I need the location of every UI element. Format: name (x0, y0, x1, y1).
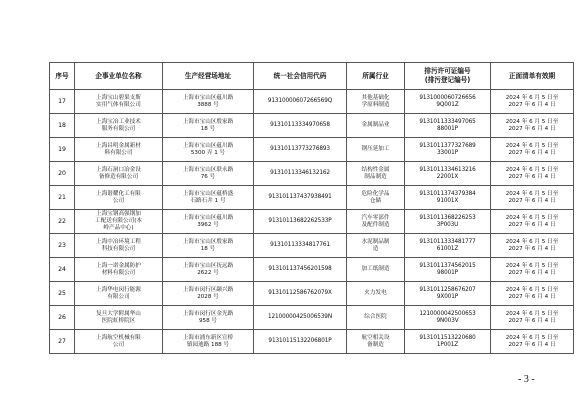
address-cell: 上海市宝山区蕴桥盛 石路石井 1 号 (163, 186, 254, 210)
header-cell: 所属行业 (347, 63, 405, 90)
table-row (50, 162, 574, 186)
address-cell: 上海市宝山区抚远路 2622 号 (163, 258, 254, 282)
credit-code-cell: 913101137437938491 (254, 186, 347, 210)
table-row (50, 210, 574, 234)
address-cell: 上海市闵行区金光路 958 号 (163, 306, 254, 330)
credit-code-cell: 91310113334817761 (254, 234, 347, 258)
table-row (50, 186, 574, 210)
validity-cell: 2024 年 6 月 5 日至 2027 年 6 月 4 日 (491, 114, 574, 138)
table-row (50, 138, 574, 162)
table-row (50, 258, 574, 282)
company-name-cell: 上海宝钢高强钢加 工配送有限公司(本 岭产品中心) (75, 210, 163, 234)
serial-number-cell: 19 (50, 138, 75, 162)
validity-cell: 2024 年 6 月 5 日至 2027 年 6 月 4 日 (491, 138, 574, 162)
permit-number-cell: 1210000042500653 9N003V (405, 306, 491, 330)
permit-number-cell: 9131011513220680 1P001Z (405, 330, 491, 354)
table-row (50, 282, 574, 306)
credit-code-cell: 91310113682262533P (254, 210, 347, 234)
permit-number-cell: 9131011334613216 22001X (405, 162, 491, 186)
header-cell: 排污许可证编号 (排污登记编号) (405, 63, 491, 90)
validity-cell: 2024 年 6 月 5 日至 2027 年 6 月 4 日 (491, 282, 574, 306)
validity-cell: 2024 年 6 月 5 日至 2027 年 6 月 4 日 (491, 330, 574, 354)
address-cell: 上海市宝山区殷家路 18 号 (163, 114, 254, 138)
permit-list-table (49, 62, 574, 354)
header-cell: 统一社会信用代码 (254, 63, 347, 90)
permit-number-cell: 9131011333497065 88001P (405, 114, 491, 138)
permit-number-cell: 9131011374379384 91001X (405, 186, 491, 210)
table-row (50, 234, 574, 258)
company-name-cell: 上海昌明金属新材 料有限公司 (75, 138, 163, 162)
validity-cell: 2024 年 6 月 5 日至 2027 年 6 月 4 日 (491, 234, 574, 258)
industry-cell: 火力发电 (347, 282, 405, 306)
permit-number-cell: 9131011377327689 33001P (405, 138, 491, 162)
credit-code-cell: 91310113346132162 (254, 162, 347, 186)
serial-number-cell: 25 (50, 282, 75, 306)
company-name-cell: 上海宝冶工业技术 服务有限公司 (75, 114, 163, 138)
serial-number-cell: 24 (50, 258, 75, 282)
serial-number-cell: 18 (50, 114, 75, 138)
serial-number-cell: 20 (50, 162, 75, 186)
address-cell: 上海市闵行区颛兴路 2028 号 (163, 282, 254, 306)
credit-code-cell: 91310113334970658 (254, 114, 347, 138)
industry-cell: 危险化学品 仓储 (347, 186, 405, 210)
address-cell: 上海市宝山区蕴川路 3888 号 (163, 90, 254, 114)
table-row (50, 330, 574, 354)
industry-cell: 综合医院 (347, 306, 405, 330)
page-number: - 3 - (518, 374, 535, 385)
table-row (50, 114, 574, 138)
address-cell: 上海市浦东新区宣桥 镇园迪路 188 号 (163, 330, 254, 354)
serial-number-cell: 17 (50, 90, 75, 114)
permit-number-cell: 9131011333481777 61001Z (405, 234, 491, 258)
table-row (50, 306, 574, 330)
serial-number-cell: 21 (50, 186, 75, 210)
validity-cell: 2024 年 6 月 5 日至 2027 年 6 月 4 日 (491, 186, 574, 210)
company-name-cell: 上海谐耀化工有限 公司 (75, 186, 163, 210)
credit-code-cell: 91310112586762079X (254, 282, 347, 306)
validity-cell: 2024 年 6 月 5 日至 2027 年 6 月 4 日 (491, 162, 574, 186)
company-name-cell: 上海宝山碧果支斯 实用气体有限公司 (75, 90, 163, 114)
validity-cell: 2024 年 6 月 5 日至 2027 年 6 月 4 日 (491, 258, 574, 282)
table-row (50, 90, 574, 114)
address-cell: 上海市宝山区蕴川路 3962 号 (163, 210, 254, 234)
credit-code-cell: 91310115132206801P (254, 330, 347, 354)
address-cell: 上海市宝山区蕴川路 5300 弄 1 号 (163, 138, 254, 162)
serial-number-cell: 23 (50, 234, 75, 258)
industry-cell: 钢压延加工 (347, 138, 405, 162)
serial-number-cell: 26 (50, 306, 75, 330)
credit-code-cell: 91310113773276893 (254, 138, 347, 162)
company-name-cell: 上海石洞口冶金设 备修造有限公司 (75, 162, 163, 186)
industry-cell: 金属制品业 (347, 114, 405, 138)
credit-code-cell: 913101137456201598 (254, 258, 347, 282)
permit-number-cell: 9131011374562015 98001P (405, 258, 491, 282)
company-name-cell: 上海华电闵行能源 有限公司 (75, 282, 163, 306)
table-body (50, 90, 574, 354)
serial-number-cell: 27 (50, 330, 75, 354)
validity-cell: 2024 年 6 月 5 日至 2027 年 6 月 4 日 (491, 90, 574, 114)
address-cell: 上海市宝山区联永路 76 号 (163, 162, 254, 186)
industry-cell: 航空相关设 备制造 (347, 330, 405, 354)
table-header-row (50, 63, 574, 90)
permit-number-cell: 9131011258676207 9X001P (405, 282, 491, 306)
header-cell: 正面清单有效期 (491, 63, 574, 90)
industry-cell: 结构性金属 制品制造 (347, 162, 405, 186)
credit-code-cell: 12100000425006539N (254, 306, 347, 330)
permit-number-cell: 9131011368226253 3P003U (405, 210, 491, 234)
permit-number-cell: 9131000060726656 9Q001Z (405, 90, 491, 114)
header-cell: 序号 (50, 63, 75, 90)
header-cell: 生产经营场地址 (163, 63, 254, 90)
company-name-cell: 上海一诺金属防护 材料有限公司 (75, 258, 163, 282)
validity-cell: 2024 年 6 月 5 日至 2027 年 6 月 4 日 (491, 210, 574, 234)
validity-cell: 2024 年 6 月 5 日至 2027 年 6 月 4 日 (491, 306, 574, 330)
industry-cell: 水泥制品制 造 (347, 234, 405, 258)
industry-cell: 加工纸制造 (347, 258, 405, 282)
serial-number-cell: 22 (50, 210, 75, 234)
address-cell: 上海市宝山区殷家路 18 号 (163, 234, 254, 258)
company-name-cell: 上海中冶环境工程 科技有限公司 (75, 234, 163, 258)
company-name-cell: 复旦大学附属华山 医院虹桥院区 (75, 306, 163, 330)
industry-cell: 汽车零部件 及配件制造 (347, 210, 405, 234)
company-name-cell: 上海航空机械有限 公司 (75, 330, 163, 354)
industry-cell: 其他基础化 学原料制造 (347, 90, 405, 114)
credit-code-cell: 91310000607266569Q (254, 90, 347, 114)
header-cell: 企事业单位名称 (75, 63, 163, 90)
